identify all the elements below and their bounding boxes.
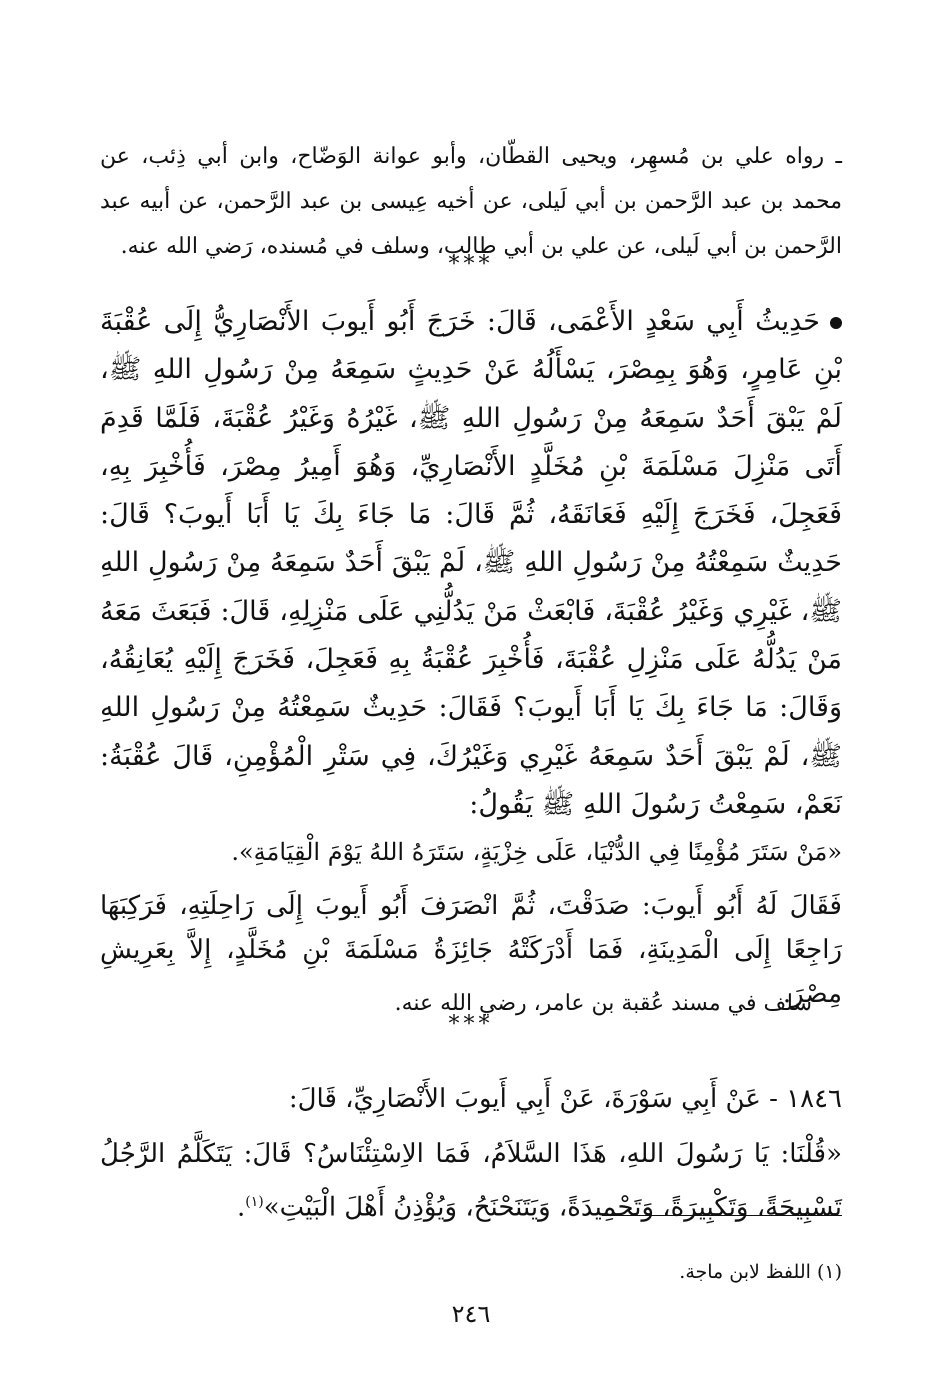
footnote: (١) اللفظ لابن ماجة. <box>679 1261 842 1283</box>
hadith-1846-text: «قُلْنَا: يَا رَسُولَ اللهِ، هَذَا السَّلاَمُ، فَمَا الاِسْتِئْنَاسُ؟ قَالَ: يَتَكَلَّمُ الرَّجُلُ تَسْبِيحَةً، وَتَكْبِيرَةً، وَتَحْمِيدَةً، وَيَتَنَحْنَحُ، وَيُؤْذِنُ أَهْلَ الْبَيْتِ»$^{(١)}$. <box>100 1139 842 1223</box>
hadith-1846-heading: ١٨٤٦ - عَنْ أَبِي سَوْرَةَ، عَنْ أَبِي أَيوبَ الأَنْصَارِيِّ، قَالَ: <box>288 1084 842 1114</box>
story-paragraph: فَقَالَ لَهُ أَبُو أَيوبَ: صَدَقْتَ، ثُمَّ انْصَرَفَ أَبُو أَيوبَ إِلَى رَاحِلَتِهِ، فَرَكِبَهَا رَاجِعًا إِلَى الْمَدِينَةِ، فَمَا أَدْرَكَتْهُ جَائِزَةُ مَسْلَمَةَ بْنِ مُخَلَّدٍ، إِلاَّ بِعَرِيشِ مِصْرَ. <box>100 891 842 1009</box>
source-note: سلف في مسند عُقبة بن عامر، رضي الله عنه. <box>394 991 812 1016</box>
bullet-icon <box>830 317 842 329</box>
hadith-abu-sad-block <box>100 298 842 829</box>
page-number: ٢٤٦ <box>451 1300 491 1328</box>
footnote-divider <box>602 1215 842 1216</box>
section-separator-2: *** <box>448 1012 494 1037</box>
prophetic-quote: «مَنْ سَتَرَ مُؤْمِنًا فِي الدُّنْيَا، عَلَى خِزْيَةٍ، سَتَرَهُ اللهُ يَوْمَ الْقِيَامَةِ». <box>231 838 842 866</box>
footnote-marker: (١) <box>245 1194 264 1210</box>
hadith-abu-sad-text: حَدِيثُ أَبِي سَعْدٍ الأَعْمَى، قَالَ: خَرَجَ أَبُو أَيوبَ الأَنْصَارِيُّ إِلَى عُقْبَةَ بْنِ عَامِرٍ، وَهُوَ بِمِصْرَ، يَسْأَلُهُ عَنْ حَدِيثٍ سَمِعَهُ مِنْ رَسُولِ اللهِ ﷺ، لَمْ يَبْقَ أَحَدٌ سَمِعَهُ مِنْ رَسُولِ اللهِ ﷺ، غَيْرُهُ وَغَيْرُ عُقْبَةَ، فَلَمَّا قَدِمَ أَتَى مَنْزِلَ مَسْلَمَةَ بْنِ مُخَلَّدٍ الأَنْصَارِيِّ، وَهُوَ أَمِيرُ مِصْرَ، فَأُخْبِرَ بِهِ، فَعَجِلَ، فَخَرَجَ إِلَيْهِ فَعَانَقَهُ، ثُمَّ قَالَ: مَا جَاءَ بِكَ يَا أَبَا أَيوبَ؟ قَالَ: حَدِيثٌ سَمِعْتُهُ مِنْ رَسُولِ اللهِ ﷺ، لَمْ يَبْقَ أَحَدٌ سَمِعَهُ مِنْ رَسُولِ اللهِ ﷺ، غَيْرِي وَغَيْرُ عُقْبَةَ، فَابْعَثْ مَنْ يَدُلُّنِي عَلَى مَنْزِلِهِ، قَالَ: فَبَعَثَ مَعَهُ مَنْ يَدُلُّهُ عَلَى مَنْزِلِ عُقْبَةَ، فَأُخْبِرَ عُقْبَةُ بِهِ فَعَجِلَ، فَخَرَجَ إِلَيْهِ يُعَانِقُهُ، وَقَالَ: مَا جَاءَ بِكَ يَا أَبَا أَيوبَ؟ فَقَالَ: حَدِيثٌ سَمِعْتُهُ مِنْ رَسُولِ اللهِ ﷺ، لَمْ يَبْقَ أَحَدٌ سَمِعَهُ غَيْرِي وَغَيْرُكَ، فِي سَتْرِ الْمُؤْمِنِ، قَالَ عُقْبَةُ: نَعَمْ، سَمِعْتُ رَسُولَ اللهِ ﷺ يَقُولُ: <box>100 306 842 820</box>
intro-paragraph: ـ رواه علي بن مُسهِر، ويحيى القطّان، وأبو عوانة الوَضّاح، وابن أبي ذِئب، عن محمد بن عبد الرَّحمن بن أبي لَيلى، عن أخيه عِيسى بن عبد الرَّحمن، عن أبيه عبد الرَّحمن بن أبي لَيلى، عن علي بن أبي طالب، وسلف في مُسنده، رَضي الله عنه. <box>100 144 843 259</box>
hadith-1846-body: «قُلْنَا: يَا رَسُولَ اللهِ، هَذَا السَّلاَمُ، فَمَا الاِسْتِئْنَاسُ؟ قَالَ: يَتَكَلَّمُ الرَّجُلُ تَسْبِيحَةً، وَتَكْبِيرَةً، وَتَحْمِيدَةً، وَيَتَنَحْنَحُ، وَيُؤْذِنُ أَهْلَ الْبَيْتِ» <box>100 1139 842 1223</box>
section-separator: *** <box>448 252 494 277</box>
